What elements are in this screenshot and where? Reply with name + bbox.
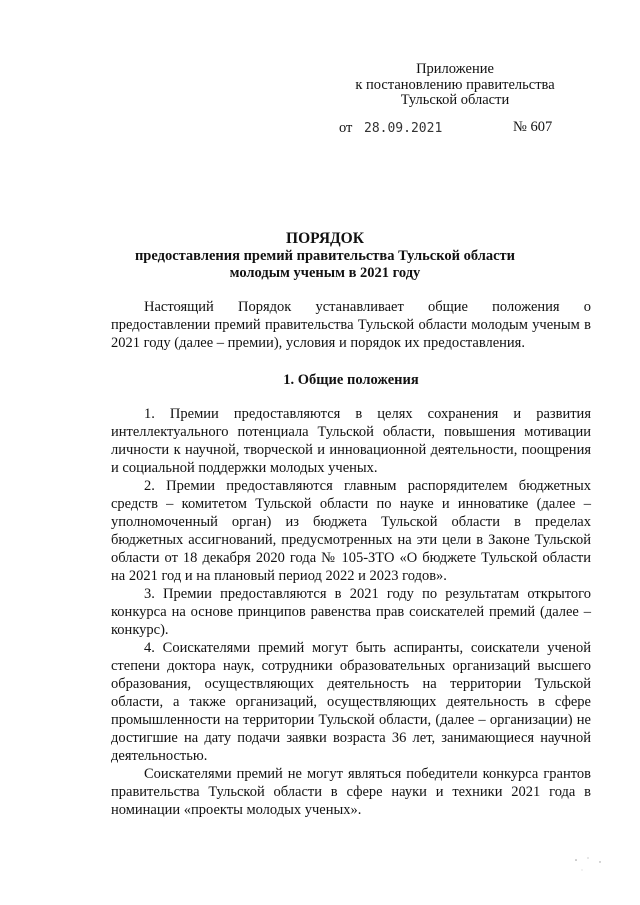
title-main: ПОРЯДОК xyxy=(286,230,364,247)
decree-number: № 607 xyxy=(513,119,553,135)
paragraph-2: 2. Премии предоставляются главным распорядителем бюджетных средств – комитетом Тульской области по науке и инноватике (далее – уполномоченный орган) из бюджета Тульской области в пределах бюджетных ассигнований, предусмотренных на эти цели в Законе Тульской области от 18 декабря 2020 года № 105-ЗТО «О бюджете Тульской области на 2021 год и на плановый период 2022 и 2023 годов». xyxy=(111,478,591,584)
title-line: молодым ученым в 2021 году xyxy=(229,265,421,281)
appendix-line: к постановлению правительства xyxy=(355,76,555,93)
decree-date: 28.09.2021 xyxy=(364,121,443,136)
appendix-header xyxy=(330,62,580,109)
appendix-line: Тульской области xyxy=(400,92,510,108)
paragraph-4: 4. Соискателями премий могут быть аспиранты, соискатели ученой степени доктора наук, сотрудники образовательных организаций высшего образования, осуществляющих деятельность на территории Тульской области, а также организаций, осуществляющих деятельность в сфере промышленности на территории Тульской области, (далее – организации) не достигшие на дату подачи заявки возраста 36 лет, занимающиеся научной деятельностью. xyxy=(111,640,591,764)
section-body xyxy=(111,405,591,819)
appendix-line: Приложение xyxy=(416,61,494,77)
intro-paragraph-block xyxy=(111,298,591,352)
title-line: предоставления премий правительства Тульской области xyxy=(134,247,516,264)
document-title xyxy=(100,230,550,283)
paragraph-5: Соискателями премий не могут являться победители конкурса грантов правительства Тульской области в сфере науки и техники 2021 года в номинации «проекты молодых ученых». xyxy=(111,766,591,818)
paragraph-1: 1. Премии предоставляются в целях сохранения и развития интеллектуального потенциала Тульской области, повышения мотивации личности к научной, творческой и инновационной деятельности, поощрения и социальной поддержки молодых ученых. xyxy=(111,406,591,476)
scan-specks xyxy=(568,850,608,880)
paragraph-3: 3. Премии предоставляются в 2021 году по результатам открытого конкурса на основе принципов равенства прав соискателей премий (далее – конкурс). xyxy=(111,586,591,638)
section-title: 1. Общие положения xyxy=(283,372,419,388)
decree-date-line xyxy=(0,119,640,139)
intro-paragraph: Настоящий Порядок устанавливает общие положения о предоставлении премий правительства Тульской области молодым ученым в 2021 году (далее – премии), условия и порядок их предоставления. xyxy=(111,299,591,351)
date-prefix: от xyxy=(339,120,353,136)
